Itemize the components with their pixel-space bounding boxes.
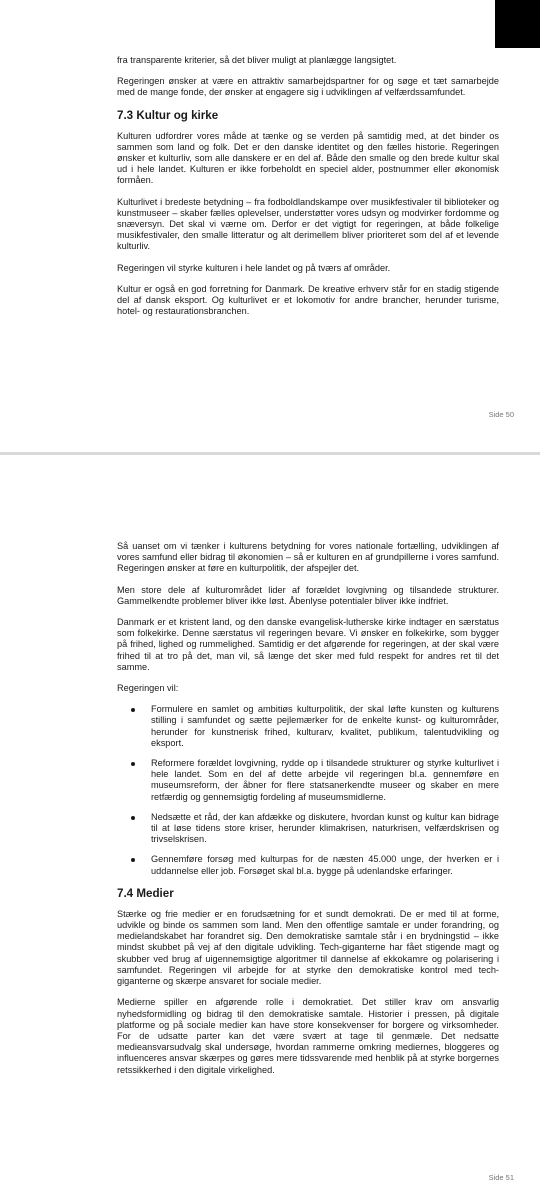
page-number: Side 50 bbox=[488, 410, 514, 419]
list-item bbox=[117, 812, 499, 846]
page-51-body bbox=[117, 541, 499, 1086]
list-item-text: Nedsætte et råd, der kan afdække og diskutere, hvordan kunst og kultur kan bidrage til at løse tidens store kriser, herunder klimakrisen, naturkrisen, velfærdskrisen og trivselskrisen. bbox=[151, 811, 499, 845]
paragraph: Regeringen vil styrke kulturen i hele landet og på tværs af områder. bbox=[117, 262, 391, 273]
paragraph: Men store dele af kulturområdet lider af forældet lovgivning og tilsandede strukturer. Gammelkendte problemer bliver ikke løst. Åbenlyse potentialer bliver ikke indfriet. bbox=[117, 584, 499, 606]
bullet-icon bbox=[131, 858, 135, 862]
section-heading-medier: 7.4 Medier bbox=[117, 886, 174, 900]
black-overlay-corner bbox=[495, 0, 540, 48]
paragraph: Regeringen ønsker at være en attraktiv samarbejdspartner for og søge et tæt samarbejde med de mange fonde, der ønsker at engagere sig i udviklingen af velfærdssamfundet. bbox=[117, 76, 499, 98]
paragraph: Kulturlivet i bredeste betydning – fra fodboldlandskampe over musikfestivaler til biblioteker og kunstmuseer – skaber fælles oplevelser, understøtter vores udsyn og modvirker fordomme og snæversyn. Det skal vi værne om. Derfor er det vigtigt for regeringen, at både folkelige musikfestivaler, den smalle litteratur og alt derimellem bliver prioriteret som del af et levende kulturliv. bbox=[117, 196, 499, 252]
paragraph: Så uanset om vi tænker i kulturens betydning for vores nationale fortælling, udviklingen af vores samfund eller bidrag til økonomien – så er kulturen en af grundpillerne i vores samfund. Regeringen ønsker at føre en kulturpolitik, der afspejler det. bbox=[117, 541, 499, 574]
bullet-icon bbox=[131, 816, 135, 820]
document-page-50 bbox=[0, 0, 540, 452]
page-number: Side 51 bbox=[488, 1173, 514, 1182]
bullet-list bbox=[117, 704, 499, 877]
section-heading-kultur-og-kirke: 7.3 Kultur og kirke bbox=[117, 108, 219, 122]
paragraph: fra transparente kriterier, så det bliver muligt at planlægge langsigtet. bbox=[117, 55, 397, 65]
list-item bbox=[117, 704, 499, 749]
list-item bbox=[117, 758, 499, 803]
list-item-text: Gennemføre forsøg med kulturpas for de næsten 45.000 unge, der hverken er i uddannelse eller job. Forsøget skal bl.a. bygge på udenlandske erfaringer. bbox=[151, 854, 499, 876]
page-50-body bbox=[117, 55, 499, 327]
bullet-icon bbox=[131, 708, 135, 712]
paragraph: Danmark er et kristent land, og den danske evangelisk-lutherske kirke indtager en særstatus som folkekirke. Denne særstatus vil regeringen bevare. Vi ønsker en folkekirke, som bygger på frihed, lighed og rummelighed. Samtidig er det afgørende for regeringen, at der skal være frihed til at tro på det, man vil, så længe det sker med fuld respekt for andres ret til det samme. bbox=[117, 617, 499, 672]
list-item-text: Formulere en samlet og ambitiøs kulturpolitik, der skal løfte kunsten og kulturens stilling i samfundet og sætte pejlemærker for de enkelte kunst- og kulturområder, herunder for kunstnerisk frihed, kulturarv, kvalitet, publikum, talentudvikling og eksport. bbox=[151, 704, 499, 748]
list-item bbox=[117, 854, 499, 876]
paragraph: Medierne spiller en afgørende rolle i demokratiet. Det stiller krav om ansvarlig nyhedsformidling og bidrag til den demokratiske samtale. Historier i pressen, på digitale platforme og på sociale medier kan have store konsekvenser for borgere og virksomheder. For de udsatte parter kan det være svært at tage til genmæle. Det nedsatte medieansvarsudvalg skal undersøge, hvordan rammerne omkring mediernes, bloggeres og influenceres ansvar skærpes og gøres mere tidssvarende med henblik på at styrke borgernes retssikkerhed i den digitale virkelighed. bbox=[117, 997, 499, 1075]
paragraph: Kultur er også en god forretning for Danmark. De kreative erhverv står for en stadig stigende del af dansk eksport. Og kulturlivet er et lokomotiv for andre brancher, herunder turisme, hotel- og restaurationsbranchen. bbox=[117, 283, 499, 317]
list-intro: Regeringen vil: bbox=[117, 683, 179, 694]
paragraph: Kulturen udfordrer vores måde at tænke og se verden på samtidig med, at det binder os sammen som land og folk. Det er den danske identitet og den fælles historie. Regeringen ønsker et kulturliv, som alle danskere er en del af. Både den smalle og den brede kultur skal ud i hele landet. Kulturen er ikke forbeholdt en speciel alder, postnummer eller økonomisk formåen. bbox=[117, 130, 499, 186]
list-item-text: Reformere forældet lovgivning, rydde op i tilsandede strukturer og styrke kulturlivet i hele landet. Som en del af dette arbejde vil regeringen bl.a. gennemføre en museumsreform, der åbner for flere statsanerkendte museer og skaber en mere retfærdig og gennemsigtig fordeling af museumsmidlerne. bbox=[151, 758, 499, 802]
bullet-icon bbox=[131, 762, 135, 766]
paragraph: Stærke og frie medier er en forudsætning for et sundt demokrati. De er med til at forme, udvikle og binde os sammen som land. Men den offentlige samtale er under forandring, og medielandskabet har forandret sig. Den demokratiske samtale står i en brydningstid – ikke mindst skubbet på vej af den digitale udvikling. Tech-giganterne har fået stigende magt og skubber ved brug af uigennemsigtige algoritmer til dannelse af ekkokamre og polarisering i samfundet. Regeringen vil arbejde for at styrke den demokratiske kontrol med tech-giganterne og skærpe ansvaret for sociale medier. bbox=[117, 908, 499, 987]
